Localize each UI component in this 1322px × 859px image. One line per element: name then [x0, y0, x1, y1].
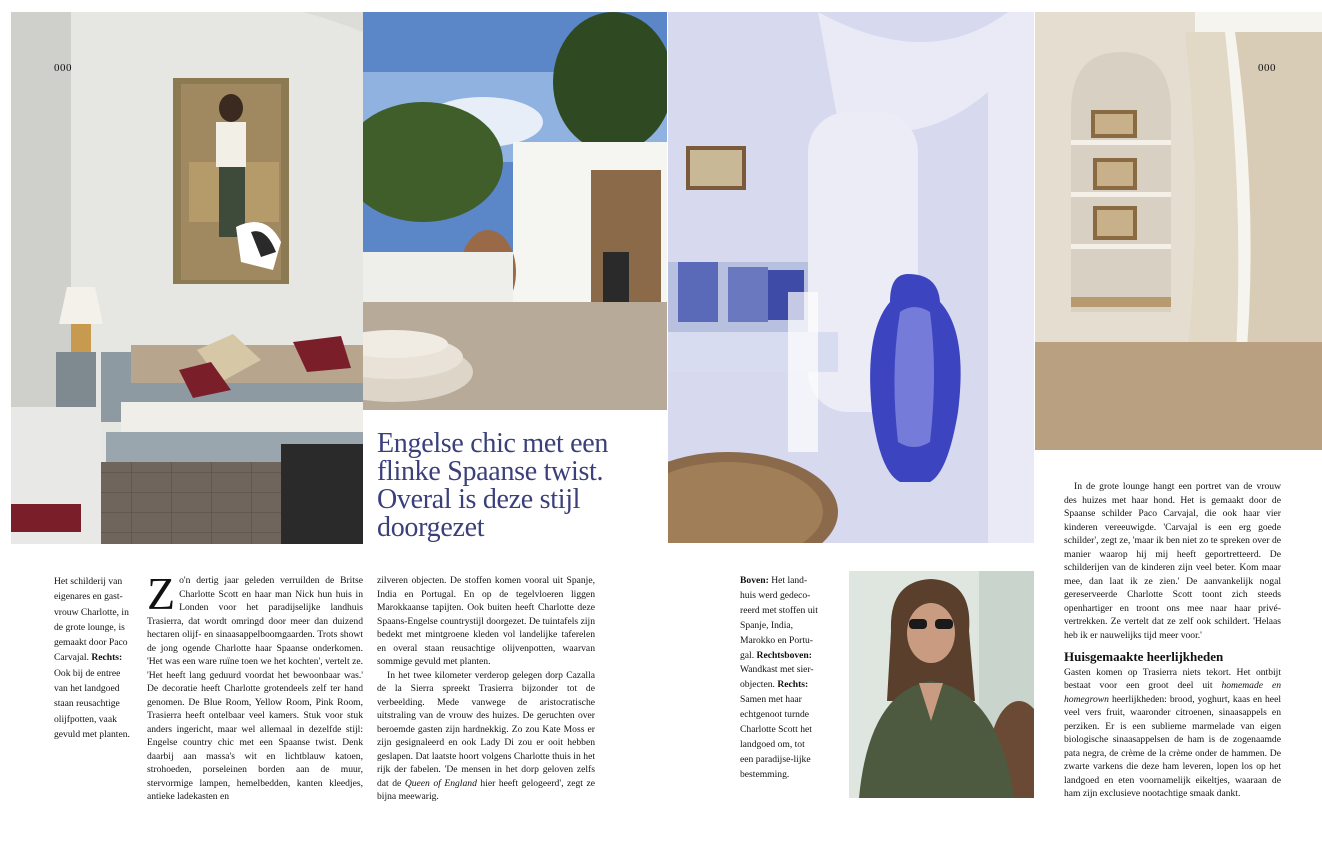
article-col2-p1: zilveren objecten. De stoffen komen vooral uit Spanje, India en Portugal. En op de tegelvloeren liggen Marokkaanse tapijten. Ook buiten heeft Charlotte deze Spaans-Engelse countrystijl doorgezet. De tuintafels zijn bedekt met mintgroene kleden vol landelijke taferelen en overal staan reusachtige olijvenpotten, waarvan sommige gevuld met planten. — [377, 575, 595, 667]
article-column-1 — [147, 568, 363, 804]
lounge-photo — [11, 12, 363, 544]
caption-right — [740, 574, 818, 783]
article-column-2 — [377, 574, 595, 804]
blue-room-photo — [668, 12, 1034, 543]
caption-right-label2: Rechtsboven: — [756, 649, 812, 661]
page-number-right: 000 — [1258, 62, 1276, 74]
caption-left-text2: Ook bij de entree van het landgoed staan reusachtige olijfpotten, vaak gevuld met planten. — [54, 667, 130, 740]
caption-right-label3: Rechts: — [777, 679, 809, 691]
article-col2-p2-em: Queen of England — [404, 777, 477, 789]
caption-right-text3: Samen met haar echtgenoot turnde Charlotte Scott het landgoed om, tot een paradijse-lijke bestemming. — [740, 694, 812, 780]
portrait-photo — [849, 571, 1034, 798]
article-col3-p2-b: heerlijkheden: brood, yoghurt, kaas en heel veel vers fruit, waaronder citroenen, sinaasappels en perziken. Er is een sublieme marmelade van eigen biologische sinaasappelsen de ham is de zogenaamde pata negra, de crème de la crème onder de hammen. De zwarte varkens die deze ham leveren, lopen los op het landgoed en eten voornamelijk eikeltjes, waaraan de ham zijn exclusieve nootachtige smaak dankt. — [1064, 693, 1281, 799]
page-number-left: 000 — [54, 62, 72, 74]
caption-left-label: Rechts: — [91, 652, 123, 664]
article-column-3 — [1064, 480, 1281, 801]
article-col3-p2-em: homemade en homegrown — [1064, 680, 1281, 705]
courtyard-photo — [363, 12, 667, 410]
headline: Engelse chic met een flinke Spaanse twist. Overal is deze stijl doorgezet — [377, 428, 609, 543]
caption-right-label1: Boven: — [740, 575, 769, 586]
article-col3-p1: In de grote lounge hangt een portret van de vrouw des huizes met haar hond. Het is gemaakt door de Spaanse schilder Paco Carvajal, die ook haar vier kinderen vereeuwigde. 'Carvajal is een erg goede schilder', zegt ze, 'maar ik ben niet zo te spreken over de manier waarop hij mij heeft geportretteerd. De schilderijen van de kinderen zijn veel beter. Kom maar mee, dan laat ik ze zien.' De aanvankelijk nogal gereserveerde Charlotte Scott toont zich steeds openhartiger en troont ons mee naar haar privé-vertrekken. Ze vertelt dat ze zelf ook schildert. 'Helaas heb ik er nauwelijks tijd meer voor.' — [1064, 481, 1281, 641]
caption-right-text1: Het land-huis werd gedeco-reerd met stoffen uit Spanje, India, Marokko en Portu-gal. — [740, 575, 818, 661]
article-col2-p2 — [377, 669, 595, 804]
article-col3-p2-a: Gasten komen op Trasierra niets tekort. Het ontbijt bestaat voor een groot deel uit — [1064, 666, 1281, 691]
caption-left-text: Het schilderij van eigenares en gast-vrouw Charlotte, in de grote lounge, is gemaakt door Paco Carvajal. — [54, 576, 129, 664]
article-col3-p2 — [1064, 666, 1281, 801]
wall-cabinet-photo — [1035, 12, 1322, 450]
article-col2-p2-b: hier heeft gelogeerd', zegt ze bijna meewarig. — [377, 777, 595, 802]
caption-right-text2: Wandkast met sier-objecten. — [740, 664, 814, 691]
article-col2-p2-a: In het twee kilometer verderop gelegen dorp Cazalla de la Sierra spreekt Trasierra bijzonder tot de verbeelding. Mede vanwege de aristocratische uitstraling van de vrouw des huizes. De geruchten over beroemde gasten zijn hardnekkig. Zo zou Kate Moss er zijn gesignaleerd en ook Lady Di zou er ooit hebben geslapen. Dat laatste hoort volgens Charlotte thuis in het rijk der fabelen. 'De mensen in het dorp geloven zelfs dat de — [377, 669, 595, 789]
caption-left — [54, 574, 134, 742]
subheading: Huisgemaakte heerlijkheden — [1064, 649, 1224, 664]
dropcap: Z — [147, 568, 176, 619]
article-col1-p1: o'n dertig jaar geleden verruilden de Britse Charlotte Scott en haar man Nick hun huis in Londen voor het paradijselijke landhuis Trasierra, dat wordt omringd door meer dan duizend hectaren olijf- en sinaasappelboomgaarden. Trots showt de jong ogende Charlotte haar Spaanse onderkomen. 'Het was een ware ruïne toen we het kochten', vertelt ze. 'Het heeft lang geduurd voordat het bewoonbaar was.' De decoratie heeft Charlotte grotendeels zelf ter hand genomen. De Blue Room, Yellow Room, Pink Room, Trasierra heeft ontelbaar veel kamers. Stuk voor stuk anders ingericht, maar wel allemaal in dezelfde stijl: Engelse country chic met een Spaanse twist. Denk daarbij aan massa's wit en lichtblauw katoen, strohoeden, porseleinen borden aan de muur, stervormige lampen, hemelbedden, kanten kleedjes, antieke ladekasten en — [147, 575, 363, 802]
